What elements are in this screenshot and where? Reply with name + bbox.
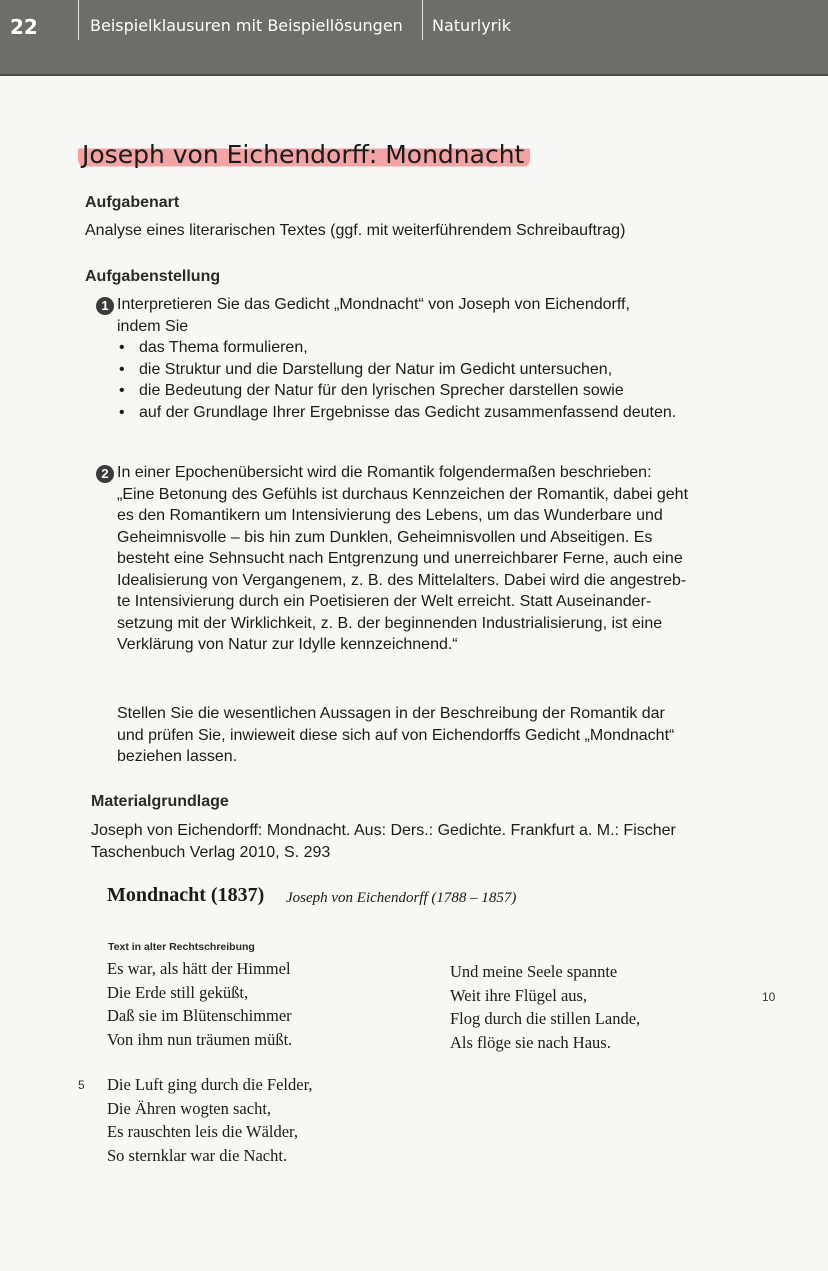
poem-author: Joseph von Eichendorff (1788 – 1857) [286,890,517,906]
task-2-line: besteht eine Sehnsucht nach Entgrenzung und unerreichbarer Ferne, auch eine [117,550,683,567]
header-divider [422,0,423,40]
poem-stanza-2 [107,1073,313,1167]
poem-title: Mondnacht (1837) [107,884,265,906]
task-2-instruction-line: und prüfen Sie, inwieweit diese sich auf von Eichendorffs Gedicht „Mondnacht“ [117,726,675,744]
task-2-line: setzung mit der Wirklichkeit, z. B. der beginnenden Industrialisierung, ist eine [117,614,663,632]
task-1 [117,294,676,423]
spelling-note: Text in alter Rechtschreibung [108,941,255,953]
task-1-intro-line: indem Sie [117,317,189,335]
task-2-line: Verklärung von Natur zur Idylle kennzeichnend.“ [117,636,458,653]
page-title: Joseph von Eichendorff: Mondnacht [78,140,530,169]
poem-line: Die Ähren wogten sacht, [107,1098,272,1118]
poem-line: Es war, als hätt der Himmel [107,959,291,978]
task-2-line: te Intensivierung durch ein Poetisieren der Welt erreicht. Statt Auseinander- [117,593,652,610]
task-2-line: Geheimnisvolle – bis hin zum Dunklen, Geheimnisvollen und Abseitigen. Es [117,528,653,546]
task-2-line: Idealisierung von Vergangenem, z. B. des Mittelalters. Dabei wird die angestreb- [117,571,687,589]
poem-line: Flog durch die stillen Lande, [450,1009,641,1028]
breadcrumb-book: Beispielklausuren mit Beispiellösungen [90,16,403,35]
page-number: 22 [10,15,38,39]
poem-line: Von ihm nun träumen müßt. [107,1029,293,1049]
line-number-5: 5 [78,1078,85,1092]
breadcrumb-chapter: Naturlyrik [432,16,511,35]
poem-line: Und meine Seele spannte [450,962,618,981]
aufgabenstellung-label: Aufgabenstellung [85,268,221,285]
task-2-line: „Eine Betonung des Gefühls ist durchaus Kennzeichen der Romantik, dabei geht [117,485,689,503]
task-1-intro-line: Interpretieren Sie das Gedicht „Mondnacht“ von Joseph von Eichendorff, [117,296,630,313]
task-2-line: In einer Epochenübersicht wird die Romantik folgendermaßen beschrieben: [117,464,652,481]
citation-line: Taschenbuch Verlag 2010, S. 293 [91,843,331,861]
task-1-number-icon: 1 [96,297,114,315]
citation-line-text: Joseph von Eichendorff: Mondnacht. Aus: Ders.: Gedichte. Frankfurt a. M.: Fischer [91,822,676,839]
task-2-quote [117,462,688,656]
poem-line: Daß sie im Blütenschimmer [107,1006,292,1025]
poem-line: Weit ihre Flügel aus, [450,985,588,1005]
materialgrundlage-text [91,820,761,863]
task-1-bullet: • die Struktur und die Darstellung der Natur im Gedicht untersuchen, [117,359,676,381]
page-header [0,0,828,76]
materialgrundlage-label: Materialgrundlage [91,793,229,810]
task-1-bullet: • die Bedeutung der Natur für den lyrischen Sprecher darstellen sowie [117,380,676,402]
task-2-instruction-line: beziehen lassen. [117,748,238,765]
task-2-number-icon: 2 [96,465,114,483]
poem-line: Die Erde still geküßt, [107,982,249,1002]
task-1-bullet: • auf der Grundlage Ihrer Ergebnisse das Gedicht zusammenfassend deuten. [117,402,676,424]
poem-stanza-1 [107,957,292,1051]
task-1-bullet: • das Thema formulieren, [117,337,676,359]
poem-line: Es rauschten leis die Wälder, [107,1122,299,1141]
task-2-instruction [117,703,674,768]
task-2-instruction-line: Stellen Sie die wesentlichen Aussagen in der Beschreibung der Romantik dar [117,705,665,722]
aufgabenart-label: Aufgabenart [85,194,180,211]
poem-stanza-3 [450,960,640,1054]
task-1-bullet-list [117,337,676,423]
citation-line [91,820,761,842]
line-number-10: 10 [762,990,776,1004]
poem-line: Die Luft ging durch die Felder, [107,1075,313,1094]
poem-line: So sternklar war die Nacht. [107,1145,288,1165]
task-2-line: es den Romantikern um Intensivierung des Lebens, um das Wunderbare und [117,507,663,524]
header-divider [78,0,79,40]
aufgabenart-text: Analyse eines literarischen Textes (ggf. mit weiterführendem Schreibauftrag) [85,222,626,239]
poem-line: Als flöge sie nach Haus. [450,1032,611,1052]
